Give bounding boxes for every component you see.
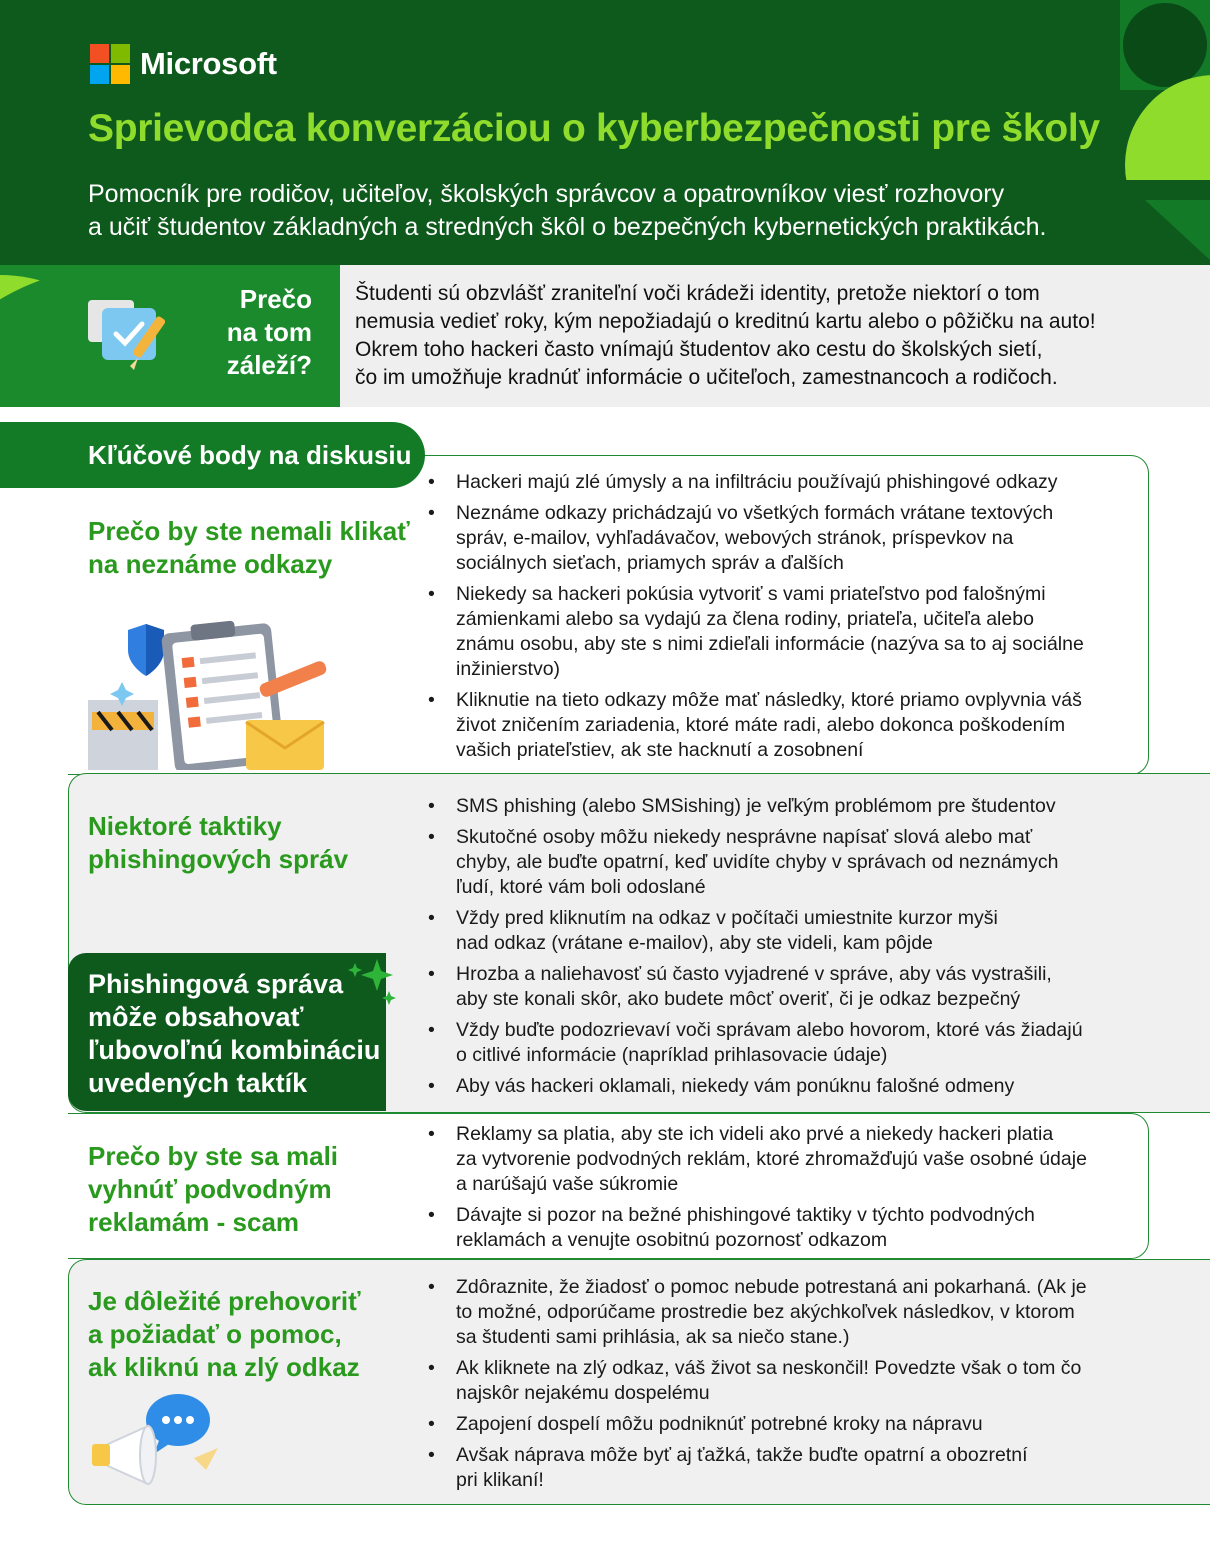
list-item	[428, 906, 1148, 956]
heading-line: Prečo by ste nemali klikať	[88, 516, 410, 546]
text-line: Študenti sú obzvlášť zraniteľní voči krádeži identity, pretože niektorí o tom	[355, 282, 1040, 305]
callout-line: Phishingová správa	[88, 969, 344, 999]
list-item	[428, 1074, 1148, 1099]
callout-line: ľubovoľnú kombináciu	[88, 1035, 381, 1065]
subtitle-line: Pomocník pre rodičov, učiteľov, školských správcov a opatrovníkov viesť rozhovory	[88, 180, 1005, 208]
list-item	[428, 825, 1148, 900]
text-line: inžinierstvo)	[456, 658, 561, 680]
text-line: chyby, ale buďte opatrní, keď uvidíte chyby v správach od neznámych	[456, 851, 1059, 873]
text-line: • SMS phishing (alebo SMSishing) je veľkým problémom pre študentov	[456, 795, 1056, 817]
microsoft-logo-icon	[90, 44, 130, 84]
text-line: • Avšak náprava môže byť aj ťažká, takže buďte opatrní a obozretní	[456, 1444, 1028, 1466]
why-it-matters-heading	[200, 283, 312, 382]
list-item	[428, 470, 1138, 495]
list-item	[428, 1203, 1138, 1253]
checklist-pencil-icon	[82, 292, 182, 372]
sparkle-icon	[345, 955, 400, 1007]
bullet-list-ask-for-help	[428, 1275, 1148, 1499]
bullet-list-unknown-links	[428, 470, 1138, 769]
callout-line: môže obsahovať	[88, 1002, 304, 1032]
callout-line: uvedených taktík	[88, 1068, 308, 1098]
text-line: pri klikaní!	[456, 1469, 544, 1491]
list-item	[428, 1412, 1148, 1437]
heading-line: Prečo by ste sa mali	[88, 1141, 339, 1171]
heading-line: vyhnúť podvodným	[88, 1174, 332, 1204]
text-line: • Zapojení dospelí môžu podniknúť potrebné kroky na nápravu	[456, 1413, 983, 1435]
decorative-shapes-icon	[1120, 0, 1210, 265]
text-line: • Zdôraznite, že žiadosť o pomoc nebude potrestaná ani pokarhaná. (Ak je	[456, 1276, 1087, 1298]
text-line: najskôr nejakému dospelému	[456, 1382, 710, 1404]
heading-line: na neznáme odkazy	[88, 549, 333, 579]
brand-name: Microsoft	[140, 46, 277, 81]
clipboard-shield-envelope-icon	[88, 620, 338, 770]
heading-line: a požiadať o pomoc,	[88, 1319, 342, 1349]
list-item	[428, 794, 1148, 819]
list-item	[428, 1275, 1148, 1350]
bullet-list-phishing-tactics	[428, 794, 1148, 1105]
text-line: • Aby vás hackeri oklamali, niekedy vám ponúknu falošné odmeny	[456, 1075, 1015, 1097]
section-heading-phishing-tactics	[88, 810, 388, 876]
list-item	[428, 1356, 1148, 1406]
list-item	[428, 1018, 1148, 1068]
text-line: nemusia vedieť roky, kým nepožiadajú o kreditnú kartu alebo o pôžičku na auto!	[355, 310, 1096, 333]
text-line: život zničením zariadenia, ktoré máte radi, alebo dokonca poškodením	[456, 714, 1066, 736]
text-line: a narúšajú vaše súkromie	[456, 1173, 679, 1195]
text-line: to možné, odporúčame prostredie bez akýchkoľvek následkov, v ktorom	[456, 1301, 1075, 1323]
text-line: reklamách a venujte osobitnú pozornosť odkazom	[456, 1229, 888, 1251]
list-item	[428, 1443, 1148, 1493]
section-heading-unknown-links	[88, 515, 418, 581]
key-points-label: Kľúčové body na diskusiu	[88, 440, 412, 470]
heading-line: phishingových správ	[88, 844, 349, 874]
text-line: • Hackeri majú zlé úmysly a na infiltráciu používajú phishingové odkazy	[456, 471, 1058, 493]
text-line: • Vždy buďte podozrievaví voči správam alebo hovorom, ktoré vás žiadajú	[456, 1019, 1083, 1041]
list-item	[428, 582, 1138, 682]
list-item	[428, 688, 1138, 763]
heading-line: reklamám - scam	[88, 1207, 300, 1237]
text-line: nad odkaz (vrátane e-mailov), aby ste videli, kam pôjde	[456, 932, 933, 954]
list-item	[428, 501, 1138, 576]
text-line: Okrem toho hackeri často vnímajú študentov ako cestu do školských sietí,	[355, 338, 1043, 361]
text-line: • Kliknutie na tieto odkazy môže mať následky, ktoré priamo ovplyvnia váš	[456, 689, 1082, 711]
text-line: zámienkami alebo sa vydajú za člena rodiny, priateľa, učiteľa alebo	[456, 608, 1034, 630]
text-line: • Hrozba a naliehavosť sú často vyjadrené v správe, aby vás vystrašili,	[456, 963, 1052, 985]
list-item	[428, 962, 1148, 1012]
text-line: ľudí, ktoré vám boli odoslané	[456, 876, 706, 898]
text-line: sa študenti sami prihlásia, ak sa niečo stane.)	[456, 1326, 850, 1348]
text-line: • Neznáme odkazy prichádzajú vo všetkých formách vrátane textových	[456, 502, 1054, 524]
page-title: Sprievodca konverzáciou o kyberbezpečnosti pre školy	[88, 107, 1100, 150]
text-line: čo im umožňuje kradnúť informácie o učiteľoch, zamestnancoch a rodičoch.	[355, 366, 1058, 389]
bullet-list-scam-ads	[428, 1122, 1138, 1259]
section-heading-ask-for-help	[88, 1285, 408, 1384]
callout-text	[88, 968, 388, 1100]
page-subtitle	[88, 178, 1128, 244]
heading-line: Je dôležité prehovoriť	[88, 1286, 361, 1316]
text-line: • Vždy pred kliknutím na odkaz v počítači umiestnite kurzor myši	[456, 907, 998, 929]
microsoft-logo	[90, 44, 277, 84]
text-line: • Niekedy sa hackeri pokúsia vytvoriť s vami priateľstvo pod falošnými	[456, 583, 1046, 605]
section-heading-scam-ads	[88, 1140, 388, 1239]
text-line: • Reklamy sa platia, aby ste ich videli ako prvé a niekedy hackeri platia	[456, 1123, 1054, 1145]
subtitle-line: a učiť študentov základných a stredných škôl o bezpečných kybernetických praktikách.	[88, 213, 1047, 241]
heading-line: na tom	[226, 317, 312, 347]
megaphone-chat-icon	[88, 1392, 228, 1487]
heading-line: záleží?	[226, 350, 312, 380]
heading-line: Prečo	[239, 284, 312, 314]
text-line: aby ste konali skôr, ako budete môcť overiť, či je odkaz bezpečný	[456, 988, 1021, 1010]
text-line: správ, e-mailov, vyhľadávačov, webových stránok, príspevkov na	[456, 527, 1014, 549]
text-line: • Ak kliknete na zlý odkaz, váš život sa neskončil! Povedzte však o tom čo	[456, 1357, 1082, 1379]
text-line: za vytvorenie podvodných reklám, ktoré zhromažďujú vaše osobné údaje	[456, 1148, 1087, 1170]
list-item	[428, 1122, 1138, 1197]
heading-line: ak kliknú na zlý odkaz	[88, 1352, 360, 1382]
why-it-matters-text	[355, 280, 1195, 392]
header-banner	[0, 0, 1210, 265]
text-line: • Dávajte si pozor na bežné phishingové taktiky v týchto podvodných	[456, 1204, 1035, 1226]
text-line: • Skutočné osoby môžu niekedy nesprávne napísať slová alebo mať	[456, 826, 1033, 848]
text-line: známu osobu, aby ste s nimi zdieľali informácie (nazýva sa to aj sociálne	[456, 633, 1084, 655]
text-line: sociálnych sieťach, priamych správ a ďalších	[456, 552, 844, 574]
text-line: vašich priateľstiev, ak ste hacknutí a zosobnení	[456, 739, 864, 761]
text-line: o citlivé informácie (napríklad prihlasovacie údaje)	[456, 1044, 888, 1066]
heading-line: Niektoré taktiky	[88, 811, 282, 841]
